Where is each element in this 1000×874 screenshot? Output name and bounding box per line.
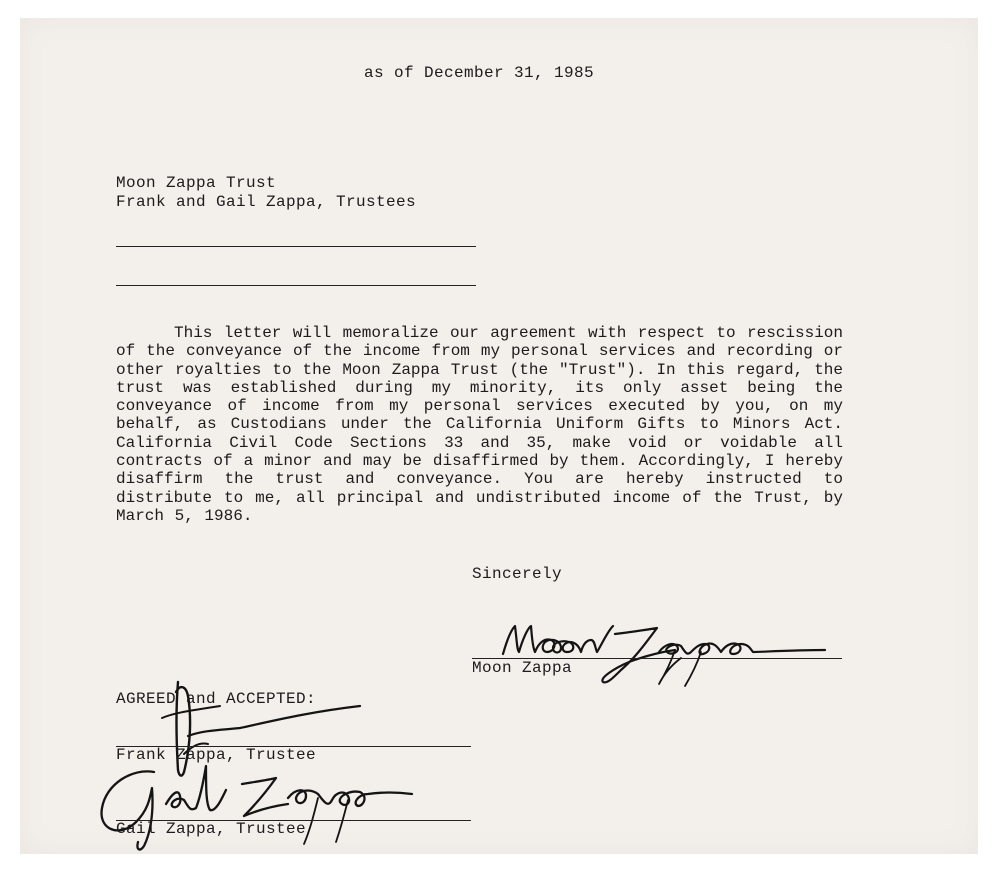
address-blank-line-1 xyxy=(116,246,476,247)
addressee-line-1: Moon Zappa Trust xyxy=(116,174,277,192)
gail-zappa-signature xyxy=(92,758,422,854)
signer-name: Moon Zappa xyxy=(472,659,573,677)
addressee-line-2: Frank and Gail Zappa, Trustees xyxy=(116,193,417,211)
trustee-2-label: Gail Zappa, Trustee xyxy=(116,820,307,838)
address-blank-line-2 xyxy=(116,285,476,286)
closing: Sincerely xyxy=(472,565,563,583)
agreed-label: AGREED and ACCEPTED: xyxy=(116,690,317,708)
moon-zappa-signature xyxy=(495,612,840,692)
letter-body: This letter will memoralize our agreement with respect to rescission of the conveyance of the income from my personal services and recording or other royalties to the Moon Zappa Trust (the "Trust"). In this regard, the trust was established during my minority, its only asset being the conveyance of income from my personal services executed by you, on my behalf, as Custodians under the California Uniform Gifts to Minors Act. California Civil Code Sections 33 and 35, make void or voidable all contracts of a minor and may be disaffirmed by them. Accordingly, I hereby disaffirm the trust and conveyance. You are hereby instructed to distribute to me, all principal and undistributed income of the Trust, by March 5, 1986. xyxy=(116,324,843,525)
date-line: as of December 31, 1985 xyxy=(364,64,595,82)
trustee-1-label: Frank Zappa, Trustee xyxy=(116,746,317,764)
